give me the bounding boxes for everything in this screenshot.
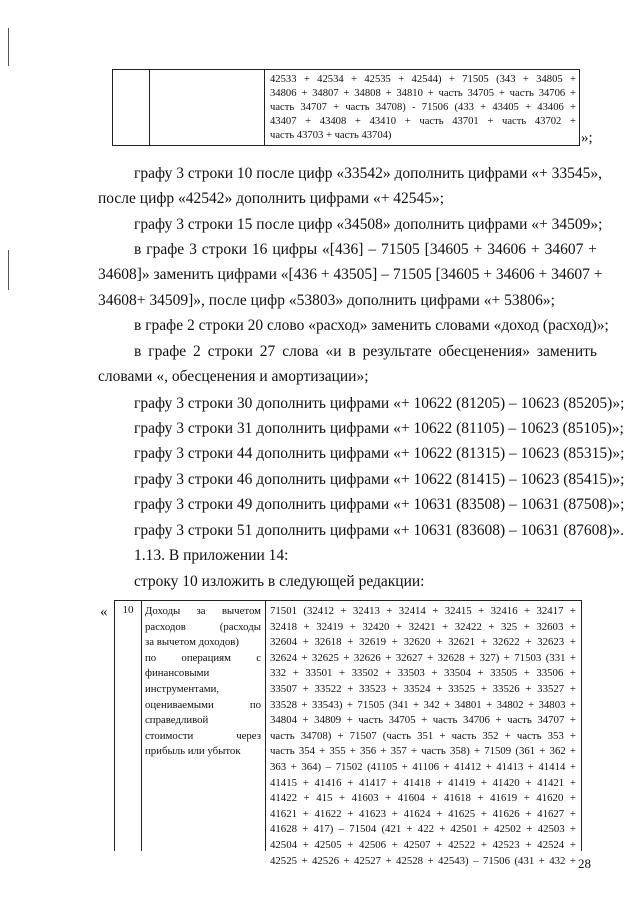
- section-heading: 1.13. В приложении 14:: [134, 547, 289, 564]
- scan-artifact-line: [8, 28, 9, 66]
- formula-line: 42533 + 42534 + 42535 + 42544) + 71505 (343 + 34805 +: [270, 74, 576, 85]
- formula-line: 32604 + 32618 + 32619 + 32620 + 32621 + 32622 + 32623 +: [270, 636, 576, 649]
- paragraph-line: строку 10 изложить в следующей редакции:: [134, 573, 425, 590]
- opening-quote: «: [100, 604, 108, 620]
- formula-line: 42504 + 42505 + 42506 + 42507 + 42522 + 42523 + 42524 +: [270, 838, 576, 851]
- formula-line: 71501 (32412 + 32413 + 32414 + 32415 + 32416 + 32417 +: [270, 605, 576, 617]
- table-cell-number: [113, 70, 150, 145]
- top-table-fragment: [112, 69, 580, 146]
- formula-line: 33528 + 33543) + 71505 (341 + 342 + 34801 + 34802 + 34803 +: [270, 698, 576, 711]
- name-line: Доходы за вычетом: [145, 605, 261, 617]
- paragraph-line: графу 3 строки 46 дополнить цифрами «+ 10622 (81415) – 10623 (85415)»;: [134, 471, 625, 488]
- formula-line: 41422 + 415 + 41603 + 41604 + 41618 + 41619 + 41620 +: [270, 792, 576, 805]
- paragraph-line: после цифр «42542» дополнить цифрами «+ 42545»;: [98, 190, 445, 207]
- table-cell-name: [150, 70, 265, 145]
- formula-line: 363 + 364) – 71502 (41105 + 41106 + 41412 + 41413 + 41414 +: [270, 760, 576, 773]
- formula-line: 41621 + 41622 + 41623 + 41624 + 41625 + 41626 + 41627 +: [270, 807, 576, 820]
- paragraph-line: 34608+ 34509]», после цифр «53803» дополнить цифрами «+ 53806»;: [98, 292, 555, 309]
- formula-line: часть 43703 + часть 43704): [270, 130, 392, 141]
- name-line: прибыль или убыток: [145, 745, 241, 758]
- name-line: по операциям с: [145, 651, 261, 664]
- paragraph-line: словами «, обесценения и амортизации»;: [98, 368, 369, 385]
- bottom-table: [114, 600, 582, 867]
- formula-line: 32418 + 32419 + 32420 + 32421 + 32422 + 325 + 32603 +: [270, 620, 576, 633]
- formula-line: 332 + 33501 + 33502 + 33503 + 33504 + 33505 + 33506 +: [270, 667, 576, 680]
- name-line: справедливой: [145, 714, 209, 727]
- name-line: финансовыми: [145, 667, 210, 680]
- table-cell-formula: [270, 73, 576, 143]
- formula-line: 41628 + 417) – 71504 (421 + 422 + 42501 + 42502 + 42503 +: [270, 823, 576, 836]
- paragraph-line: графу 3 строки 10 после цифр «33542» дополнить цифрами «+ 33545»,: [134, 165, 602, 182]
- page-number: 28: [578, 856, 591, 871]
- formula-line: часть 354 + 355 + 356 + 357 + часть 358) + 71509 (361 + 362 +: [270, 745, 576, 758]
- scan-artifact-line: [8, 250, 9, 290]
- formula-line: 34806 + 34807 + 34808 + 34810 + часть 34705 + часть 34706 +: [270, 88, 576, 99]
- name-line: за вычетом доходов): [145, 636, 239, 649]
- closing-quote: »;: [581, 130, 593, 146]
- row-number: 10: [122, 604, 134, 616]
- formula-line: часть 34708) + 71507 (часть 351 + часть 352 + часть 353 +: [270, 729, 576, 742]
- formula-line: 33507 + 33522 + 33523 + 33524 + 33525 + 33526 + 33527 +: [270, 682, 576, 695]
- formula-line: 34804 + 34809 + часть 34705 + часть 34706 + часть 34707 +: [270, 714, 576, 727]
- paragraph-line: графу 3 строки 44 дополнить цифрами «+ 10622 (81315) – 10623 (85315)»;: [134, 445, 625, 462]
- formula-line: 32624 + 32625 + 32626 + 32627 + 32628 + 327) + 71503 (331 +: [270, 651, 576, 664]
- column-divider: [265, 601, 266, 851]
- name-line: инструментами,: [145, 682, 220, 695]
- formula-line: 42525 + 42526 + 42527 + 42528 + 42543) – 71506 (431 + 432 +: [270, 854, 576, 867]
- paragraph-line: в графе 3 строки 16 цифры «[436] – 71505 [34605 + 34606 + 34607 +: [134, 241, 597, 258]
- paragraph-line: 34608]» заменить цифрами «[436 + 43505] – 71505 [34605 + 34606 + 34607 +: [98, 266, 603, 283]
- row-formula: [270, 604, 576, 869]
- paragraph-line: графу 3 строки 15 после цифр «34508» дополнить цифрами «+ 34509»;: [134, 216, 603, 233]
- paragraph-line: в графе 2 строки 20 слово «расход» заменить словами «доход (расход)»;: [134, 317, 609, 334]
- row-name: [145, 604, 261, 760]
- formula-line: часть 34707 + часть 34708) - 71506 (433 + 43405 + 43406 +: [270, 102, 576, 113]
- paragraph-line: графу 3 строки 31 дополнить цифрами «+ 10622 (81105) – 10623 (85105)»;: [134, 420, 624, 437]
- name-line: оцениваемыми по: [145, 698, 261, 711]
- paragraph-line: графу 3 строки 30 дополнить цифрами «+ 10622 (81205) – 10623 (85205)»;: [134, 395, 625, 412]
- name-line: стоимости через: [145, 729, 261, 742]
- paragraph-line: графу 3 строки 51 дополнить цифрами «+ 10631 (83608) – 10631 (87608)».: [134, 522, 624, 539]
- paragraph-line: в графе 2 строки 27 слова «и в результате обесценения» заменить: [134, 343, 597, 360]
- formula-line: 43407 + 43408 + 43410 + часть 43701 + часть 43702 +: [270, 116, 576, 127]
- column-divider: [141, 601, 142, 851]
- formula-line: 41415 + 41416 + 41417 + 41418 + 41419 + 41420 + 41421 +: [270, 776, 576, 789]
- paragraph-line: графу 3 строки 49 дополнить цифрами «+ 10631 (83508) – 10631 (87508)»;: [134, 496, 625, 513]
- name-line: расходов (расходы: [145, 620, 261, 633]
